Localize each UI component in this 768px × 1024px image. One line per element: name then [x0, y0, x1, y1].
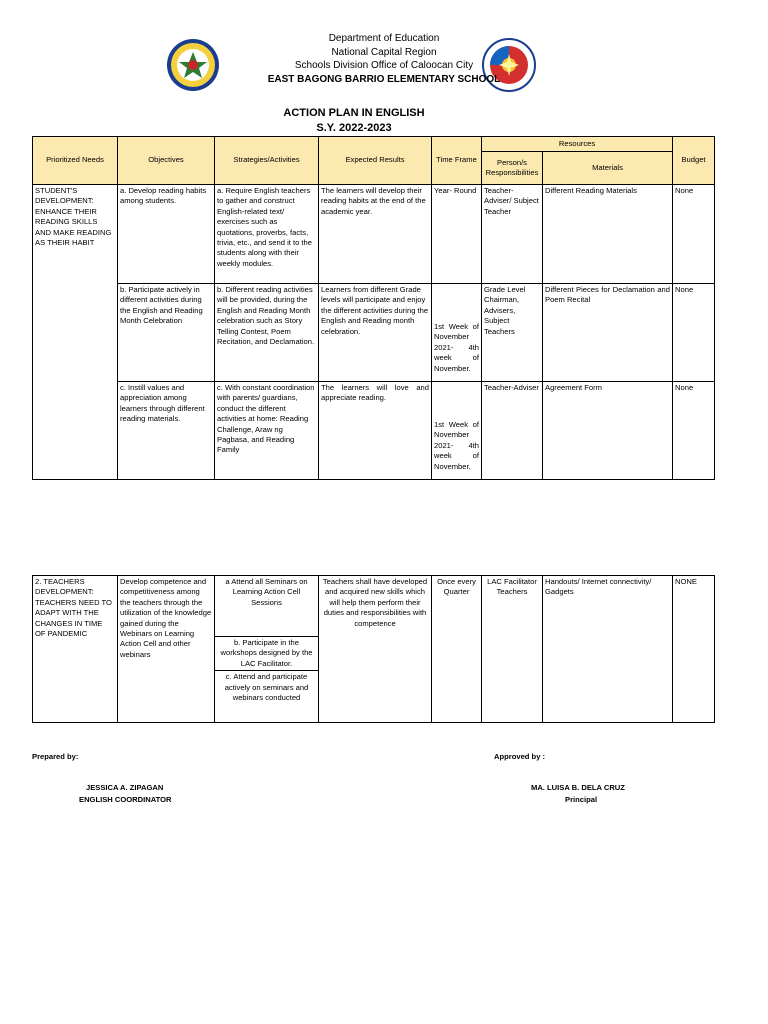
col-header-results: Expected Results — [319, 137, 432, 185]
division-line: Schools Division Office of Caloocan City — [294, 60, 474, 71]
table-row — [33, 185, 715, 284]
col-header-budget: Budget — [673, 137, 715, 185]
materials-cell: Agreement Form — [543, 382, 673, 480]
prioritized-need: 2. TEACHERS DEVELOPMENT: TEACHERS NEED TO ADAPT WITH THE CHANGES IN TIME OF PANDEMIC — [33, 576, 118, 723]
title-line-1: ACTION PLAN IN ENGLISH — [283, 107, 425, 119]
strategy-cell: c. Attend and participate actively on seminars and webinars conducted — [215, 671, 319, 723]
objective-cell: Develop competence and competitiveness among the teachers through the utilization of the knowledge gained during the Webinars on Learning Action Cell and other webinars — [118, 576, 215, 723]
budget-cell: None — [673, 284, 715, 382]
prepared-by-name: JESSICA A. ZIPAGAN — [86, 783, 164, 792]
strategy-cell: c. With constant coordination with parents/ guardians, conduct the different activities at home: Reading Challenge, Araw ng Pagbasa, and Reading Family — [215, 382, 319, 480]
objective-cell: c. Instill values and appreciation among learners through different reading materials. — [118, 382, 215, 480]
col-header-time: Time Frame — [432, 137, 482, 185]
strategy-cell: a Attend all Seminars on Learning Action Cell Sessions — [215, 576, 319, 637]
prepared-by-title: ENGLISH COORDINATOR — [79, 795, 172, 804]
prepared-by-label: Prepared by: — [32, 752, 79, 761]
letterhead — [0, 32, 768, 86]
result-cell: Teachers shall have developed and acquired new skills which will help them perform their duties and responsibilities with competence — [319, 576, 432, 723]
budget-cell: NONE — [673, 576, 715, 723]
school-name: EAST BAGONG BARRIO ELEMENTARY SCHOOL — [267, 73, 501, 85]
materials-cell: Different Pieces for Declamation and Poem Recital — [543, 284, 673, 382]
budget-cell: None — [673, 382, 715, 480]
approved-by-title: Principal — [565, 795, 598, 804]
person-cell: Teacher-Adviser/ Subject Teacher — [482, 185, 543, 284]
col-header-objectives: Objectives — [118, 137, 215, 185]
department-line: Department of Education — [328, 33, 440, 44]
document-title — [0, 106, 708, 136]
time-frame-cell: Once every Quarter — [432, 576, 482, 723]
result-cell: The learners will love and appreciate reading. — [319, 382, 432, 480]
person-cell: LAC Facilitator Teachers — [482, 576, 543, 723]
time-frame-cell: Year- Round — [432, 185, 482, 284]
table-row — [33, 382, 715, 480]
strategy-cell: b. Different reading activities will be provided, during the English and Reading Month celebration such as Story Telling Contest, Poem Recitation, and Declamation. — [215, 284, 319, 382]
table-row — [33, 576, 715, 637]
action-plan-table-teachers — [32, 575, 715, 723]
approved-by-name: MA. LUISA B. DELA CRUZ — [531, 783, 625, 792]
person-cell: Grade Level Chairman, Advisers, Subject Teachers — [482, 284, 543, 382]
col-header-strategies: Strategies/Activities — [215, 137, 319, 185]
objective-cell: b. Participate actively in different activities during the English and Reading Month Celebration — [118, 284, 215, 382]
person-cell: Teacher-Adviser — [482, 382, 543, 480]
strategy-cell: a. Require English teachers to gather and construct English-related text/ exercises such as quotations, proverbs, facts, trivia, etc., and send it to the students along with their weekly modules. — [215, 185, 319, 284]
col-header-materials: Materials — [543, 152, 673, 185]
prioritized-need: STUDENT'S DEVELOPMENT: ENHANCE THEIR READING SKILLS AND MAKE READING AS THEIR HABIT — [33, 185, 118, 480]
budget-cell: None — [673, 185, 715, 284]
result-cell: The learners will develop their reading habits at the end of the academic year. — [319, 185, 432, 284]
time-frame-cell: 1st Week of November 2021- 4th week of November. — [432, 284, 482, 382]
materials-cell: Different Reading Materials — [543, 185, 673, 284]
action-plan-table-students — [32, 136, 715, 480]
approved-by-label: Approved by : — [494, 752, 546, 761]
materials-cell: Handouts/ Internet connectivity/ Gadgets — [543, 576, 673, 723]
col-header-persons: Person/s Responsibilities — [482, 152, 543, 185]
strategy-cell: b. Participate in the workshops designed by the LAC Facilitator. — [215, 637, 319, 671]
objective-cell: a. Develop reading habits among students. — [118, 185, 215, 284]
school-year: S.Y. 2022-2023 — [316, 122, 392, 134]
table-row — [33, 284, 715, 382]
result-cell: Learners from different Grade levels will participate and enjoy the different activities during the English and Reading month celebration. — [319, 284, 432, 382]
region-line: National Capital Region — [331, 46, 437, 58]
col-header-resources: Resources — [482, 137, 673, 152]
col-header-needs: Prioritized Needs — [33, 137, 118, 185]
time-frame-cell: 1st Week of November 2021- 4th week of November. — [432, 382, 482, 480]
